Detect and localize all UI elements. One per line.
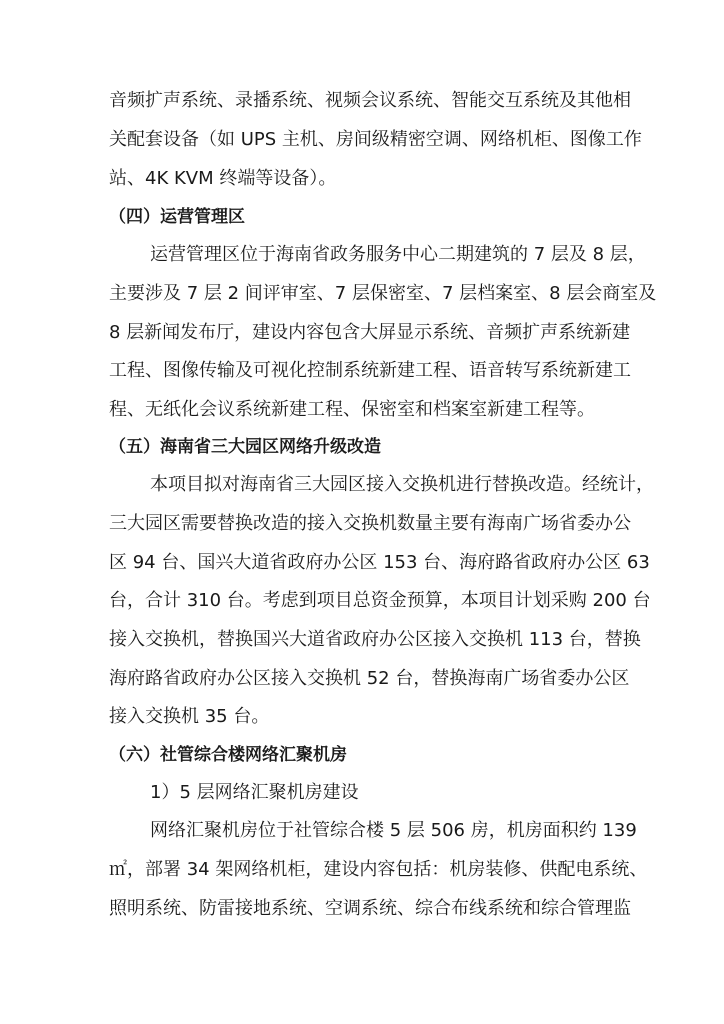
paragraph-line: 照明系统、防雷接地系统、空调系统、综合布线系统和综合管理监: [109, 898, 631, 919]
paragraph-line: 音频扩声系统、录播系统、视频会议系统、智能交互系统及其他相: [109, 90, 631, 111]
paragraph-line: 区 94 台、国兴大道省政府办公区 153 台、海府路省政府办公区 63: [109, 552, 650, 573]
section-heading-5: （五）海南省三大园区网络升级改造: [109, 437, 381, 457]
paragraph-line: 海府路省政府办公区接入交换机 52 台，替换海南广场省委办公区: [109, 668, 630, 689]
paragraph-line: 台，合计 310 台。考虑到项目总资金预算，本项目计划采购 200 台: [109, 590, 651, 611]
paragraph-line: 站、4K KVM 终端等设备）。: [109, 168, 337, 189]
paragraph-line: 接入交换机 35 台。: [109, 706, 270, 727]
section-heading-6: （六）社管综合楼网络汇聚机房: [109, 745, 347, 765]
paragraph-line: 三大园区需要替换改造的接入交换机数量主要有海南广场省委办公: [109, 513, 631, 534]
paragraph-line: 运营管理区位于海南省政务服务中心二期建筑的 7 层及 8 层，: [150, 244, 646, 265]
section-heading-4: （四）运营管理区: [109, 207, 245, 227]
paragraph-line: 关配套设备（如 UPS 主机、房间级精密空调、网络机柜、图像工作: [109, 129, 642, 150]
paragraph-line: 8 层新闻发布厅，建设内容包含大屏显示系统、音频扩声系统新建: [109, 322, 631, 343]
paragraph-line: 接入交换机，替换国兴大道省政府办公区接入交换机 113 台，替换: [109, 629, 641, 650]
paragraph-line: 工程、图像传输及可视化控制系统新建工程、语音转写系统新建工: [109, 360, 631, 381]
paragraph-line: 程、无纸化会议系统新建工程、保密室和档案室新建工程等。: [109, 399, 595, 420]
sub-heading: 1）5 层网络汇聚机房建设: [150, 782, 359, 803]
paragraph-line: 网络汇聚机房位于社管综合楼 5 层 506 房，机房面积约 139: [150, 820, 637, 841]
paragraph-line: ㎡，部署 34 架网络机柜，建设内容包括：机房装修、供配电系统、: [109, 859, 648, 880]
paragraph-line: 主要涉及 7 层 2 间评审室、7 层保密室、7 层档案室、8 层会商室及: [109, 283, 657, 304]
paragraph-line: 本项目拟对海南省三大园区接入交换机进行替换改造。经统计，: [150, 474, 654, 495]
